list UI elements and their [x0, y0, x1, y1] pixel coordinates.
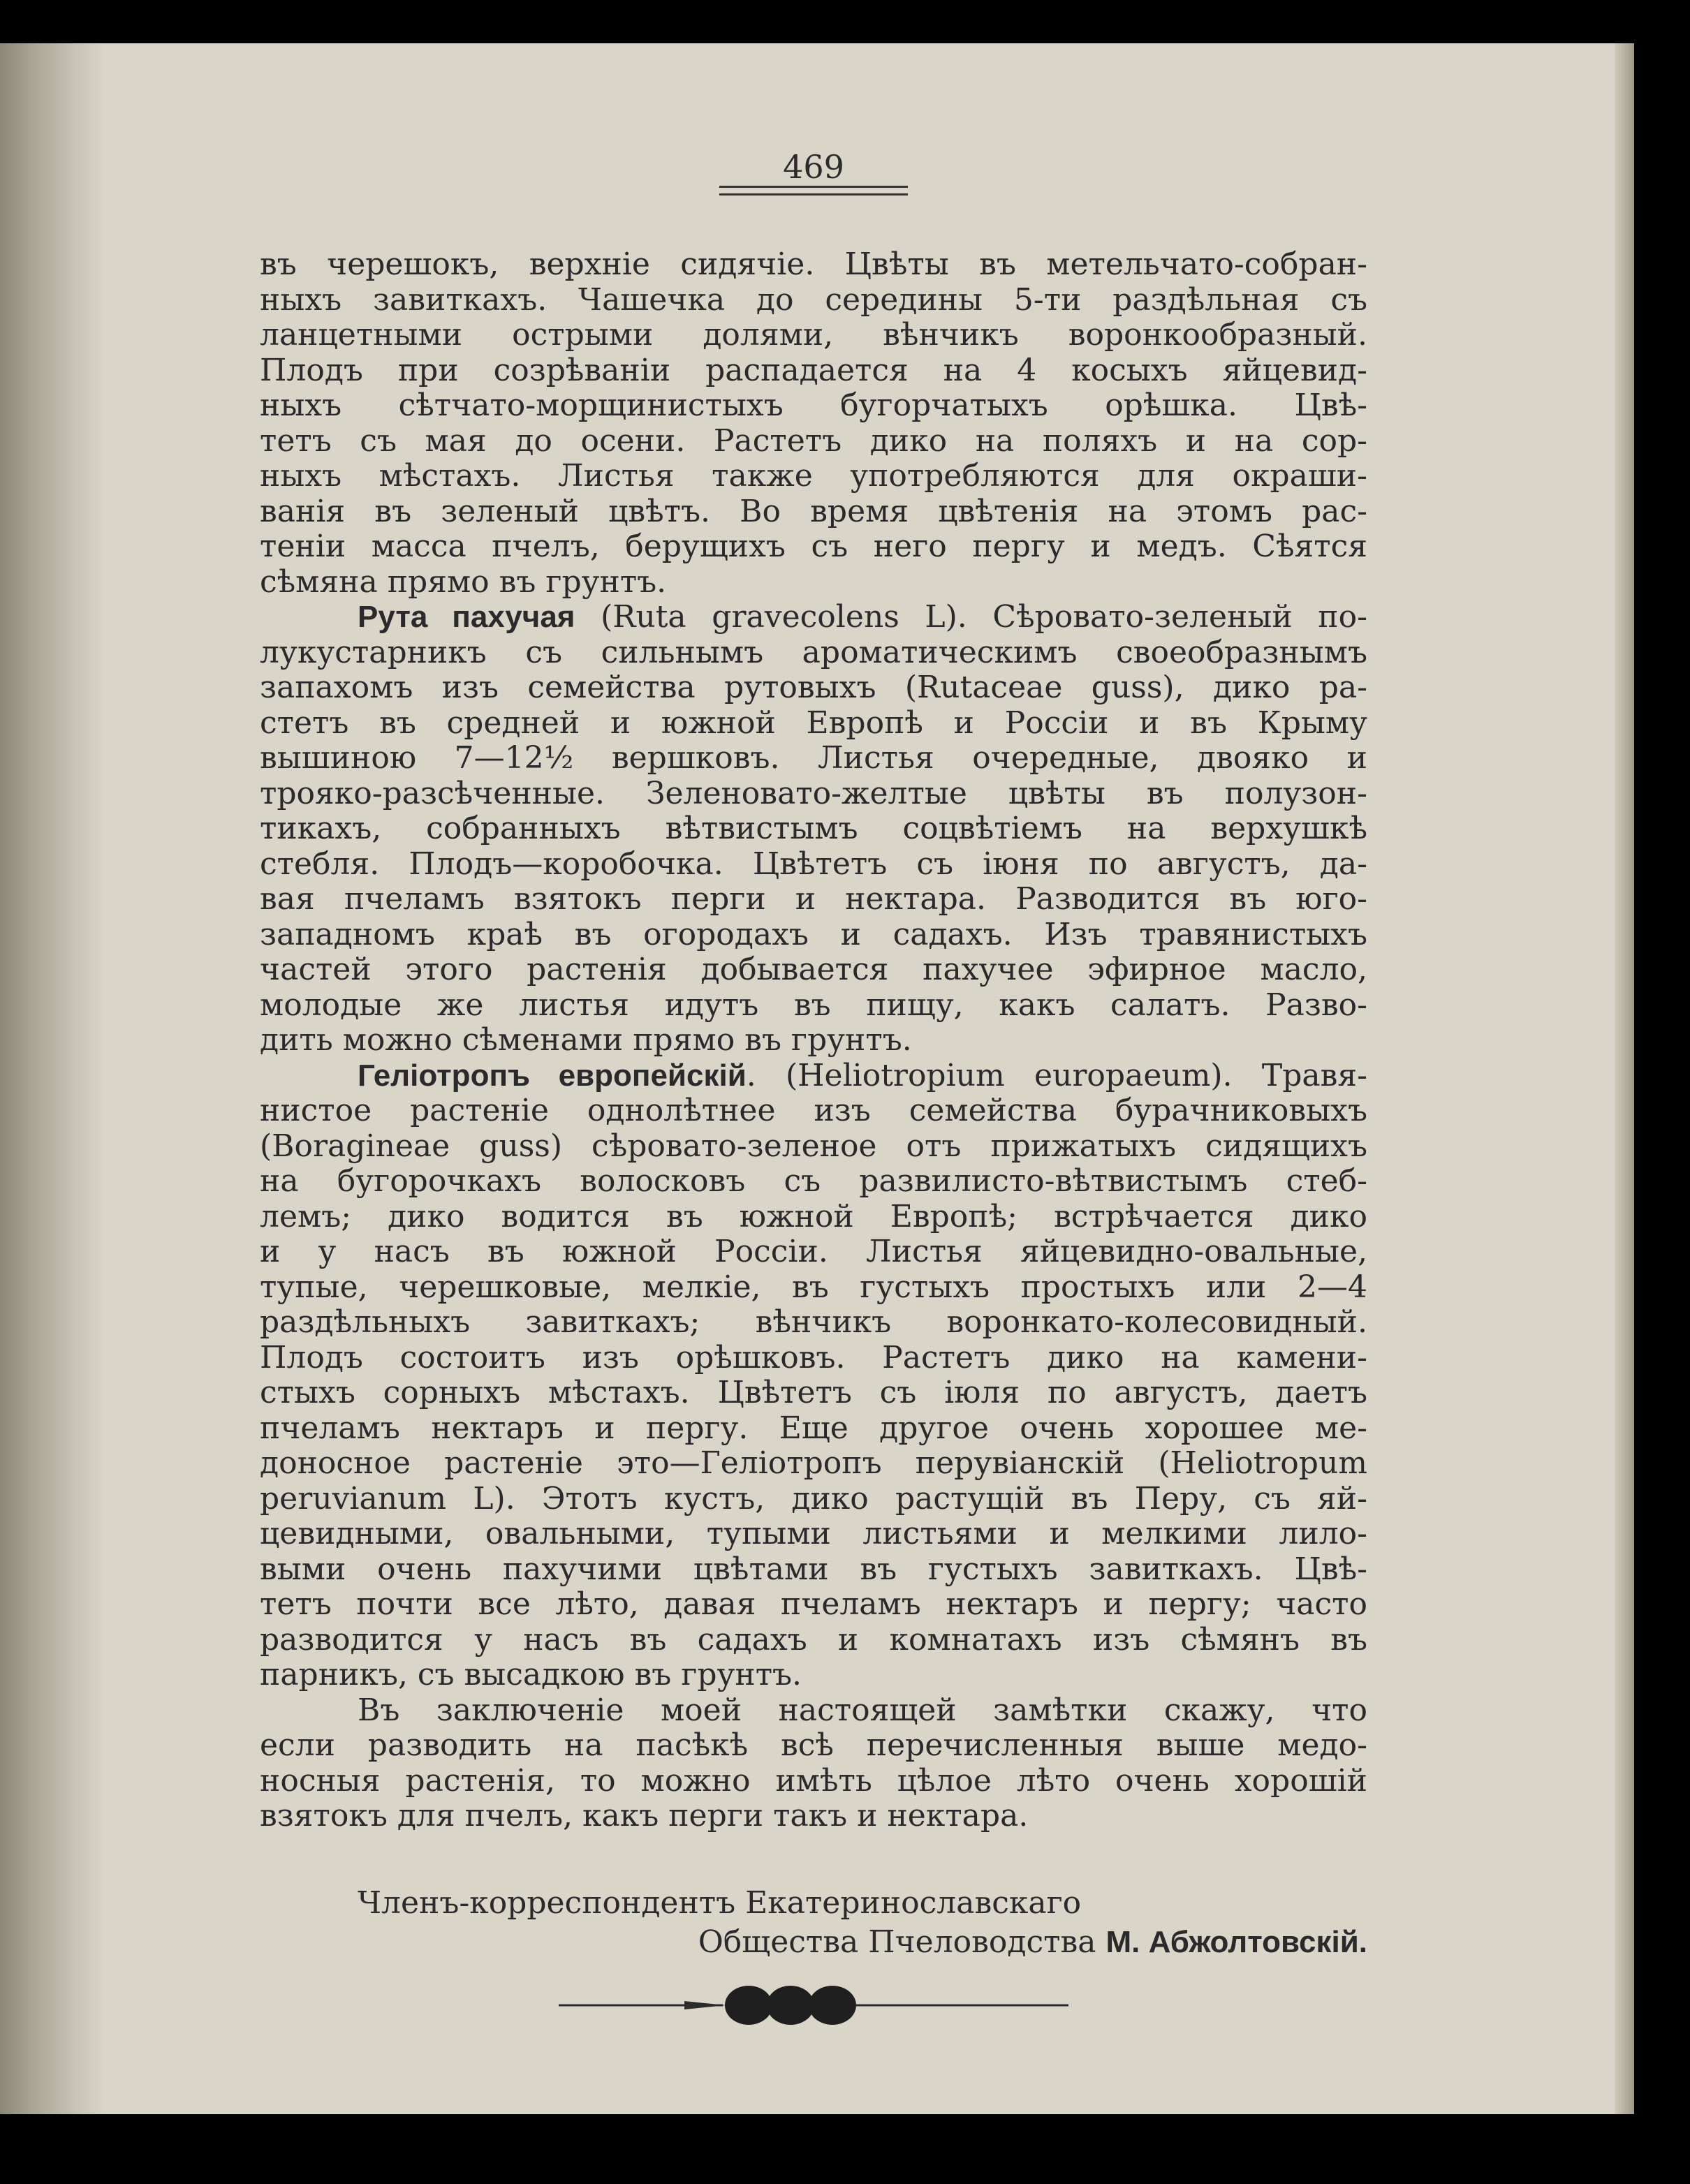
- text-line: стетъ въ средней и южной Европѣ и Россіи и въ Крыму: [260, 705, 1367, 741]
- signature-society: [260, 1923, 1367, 1962]
- ornament-dot-center: [767, 1986, 814, 2025]
- body-text: [260, 247, 1367, 1834]
- text-line: Плодъ при созрѣваніи распадается на 4 косыхъ яйцевид-: [260, 353, 1367, 388]
- text-line: запахомъ изъ семейства рутовыхъ (Rutaceae guss), дико ра-: [260, 670, 1367, 705]
- text-line: ныхъ завиткахъ. Чашечка до середины 5-ти раздѣльная съ: [260, 282, 1367, 318]
- text-line: дить можно сѣменами прямо въ грунтъ.: [260, 1023, 912, 1058]
- text-line: въ черешокъ, верхніе сидячіе. Цвѣты въ метельчато-собран-: [260, 247, 1367, 282]
- signature-author: М. Абжолтовскій.: [1105, 1925, 1367, 1959]
- text-line: носныя растенія, то можно имѣть цѣлое лѣто очень хорошій: [260, 1763, 1367, 1799]
- text-line: на бугорочкахъ волосковъ съ развилисто-вѣтвистымъ стеб-: [260, 1164, 1367, 1199]
- text-line: Плодъ состоитъ изъ орѣшковъ. Растетъ дико на камени-: [260, 1340, 1367, 1375]
- text-line: если разводить на пасѣкѣ всѣ перечисленныя выше медо-: [260, 1728, 1367, 1763]
- ornament-arrow-left: [684, 2001, 726, 2009]
- text-line: раздѣльныхъ завиткахъ; вѣнчикъ воронкато-колесовидный.: [260, 1305, 1367, 1340]
- text-line: вая пчеламъ взятокъ перги и нектара. Разводится въ юго-: [260, 882, 1367, 917]
- text-line: доносное растеніе это—Геліотропъ перувіанскій (Heliotropum: [260, 1446, 1367, 1481]
- text-line: ныхъ мѣстахъ. Листья также употребляются для окраши-: [260, 459, 1367, 494]
- text-line: ванія въ зеленый цвѣтъ. Во время цвѣтенія на этомъ рас-: [260, 494, 1367, 529]
- scanned-page: [0, 43, 1634, 2114]
- signature-title: Членъ-корреспондентъ Екатеринославскаго: [358, 1885, 1082, 1921]
- text-line: тикахъ, собранныхъ вѣтвистымъ соцвѣтіемъ на верхушкѣ: [260, 811, 1367, 846]
- text-line: западномъ краѣ въ огородахъ и садахъ. Изъ травянистыхъ: [260, 917, 1367, 952]
- text-line: сѣмяна прямо въ грунтъ.: [260, 564, 667, 600]
- ornament-divider: [559, 1977, 1068, 2033]
- text-line: и у насъ въ южной Россіи. Листья яйцевидно-овальные,: [260, 1234, 1367, 1269]
- text-line: Въ заключеніе моей настоящей замѣтки скажу, что: [358, 1692, 1367, 1728]
- text-line: вышиною 7—12½ вершковъ. Листья очередные, двояко и: [260, 741, 1367, 776]
- text-line: тупые, черешковые, мелкіе, въ густыхъ простыхъ или 2—4: [260, 1269, 1367, 1305]
- entry-heading-ruta: Рута пахучая: [358, 600, 575, 634]
- text-line: пчеламъ нектаръ и пергу. Еще другое очень хорошее ме-: [260, 1410, 1367, 1446]
- text-line: трояко-разсѣченные. Зеленовато-желтые цвѣты въ полузон-: [260, 776, 1367, 811]
- entry-heading-heliotrope: Геліотропъ европейскій: [358, 1058, 747, 1093]
- text-line: теніи масса пчелъ, берущихъ съ него пергу и медъ. Сѣятся: [260, 529, 1367, 564]
- text-line: peruvianum L). Этотъ кустъ, дико растущій въ Перу, съ яй-: [260, 1481, 1367, 1517]
- page-number: 469: [783, 148, 844, 186]
- text-line: стыхъ сорныхъ мѣстахъ. Цвѣтетъ съ іюля по августъ, даетъ: [260, 1375, 1367, 1410]
- text-line: (Boragineae guss) сѣровато-зеленое отъ прижатыхъ сидящихъ: [260, 1128, 1367, 1164]
- text-line: нистое растеніе однолѣтнее изъ семейства бурачниковыхъ: [260, 1093, 1367, 1128]
- text-line: молодые же листья идутъ въ пищу, какъ салатъ. Разво-: [260, 987, 1367, 1023]
- text-line: тетъ съ мая до осени. Растетъ дико на поляхъ и на сор-: [260, 423, 1367, 459]
- text-line: взятокъ для пчелъ, какъ перги такъ и нектара.: [260, 1799, 1029, 1833]
- text-line: тетъ почти все лѣто, давая пчеламъ нектаръ и пергу; часто: [260, 1587, 1367, 1622]
- text-line: лукустарникъ съ сильнымъ ароматическимъ своеобразнымъ: [260, 635, 1367, 670]
- text-line: парникъ, съ высадкою въ грунтъ.: [260, 1658, 802, 1692]
- text-line: [260, 1058, 1367, 1094]
- text-line: [260, 600, 1367, 635]
- text-line: разводится у насъ въ садахъ и комнатахъ изъ сѣмянъ въ: [260, 1622, 1367, 1658]
- page-edge: [1615, 43, 1634, 2114]
- text-line: ланцетными острыми долями, вѣнчикъ воронкообразный.: [260, 318, 1367, 353]
- ornament-dot-right: [809, 1986, 856, 2025]
- signature-block: [260, 1884, 1367, 1962]
- text-line: выми очень пахучими цвѣтами въ густыхъ завиткахъ. Цвѣ-: [260, 1551, 1367, 1587]
- text-line: частей этого растенія добывается пахучее эфирное масло,: [260, 952, 1367, 987]
- text-run: . (Heliotropium europaeum). Травя-: [746, 1058, 1367, 1093]
- binding-shadow: [0, 43, 105, 2114]
- signature-society-name: Общества Пчеловодства: [698, 1924, 1106, 1960]
- header-double-rule: [719, 186, 908, 195]
- text-line: стебля. Плодъ—коробочка. Цвѣтетъ съ іюня по августъ, да-: [260, 846, 1367, 882]
- text-run: (Ruta graveсolens L). Сѣровато-зеленый по-: [575, 600, 1367, 635]
- text-line: ныхъ сѣтчато-морщинистыхъ бугорчатыхъ орѣшка. Цвѣ-: [260, 388, 1367, 423]
- text-line: лемъ; дико водится въ южной Европѣ; встрѣчается дико: [260, 1199, 1367, 1234]
- text-line: цевидными, овальными, тупыми листьями и мелкими лило-: [260, 1517, 1367, 1551]
- ornament-dot-left: [725, 1986, 772, 2025]
